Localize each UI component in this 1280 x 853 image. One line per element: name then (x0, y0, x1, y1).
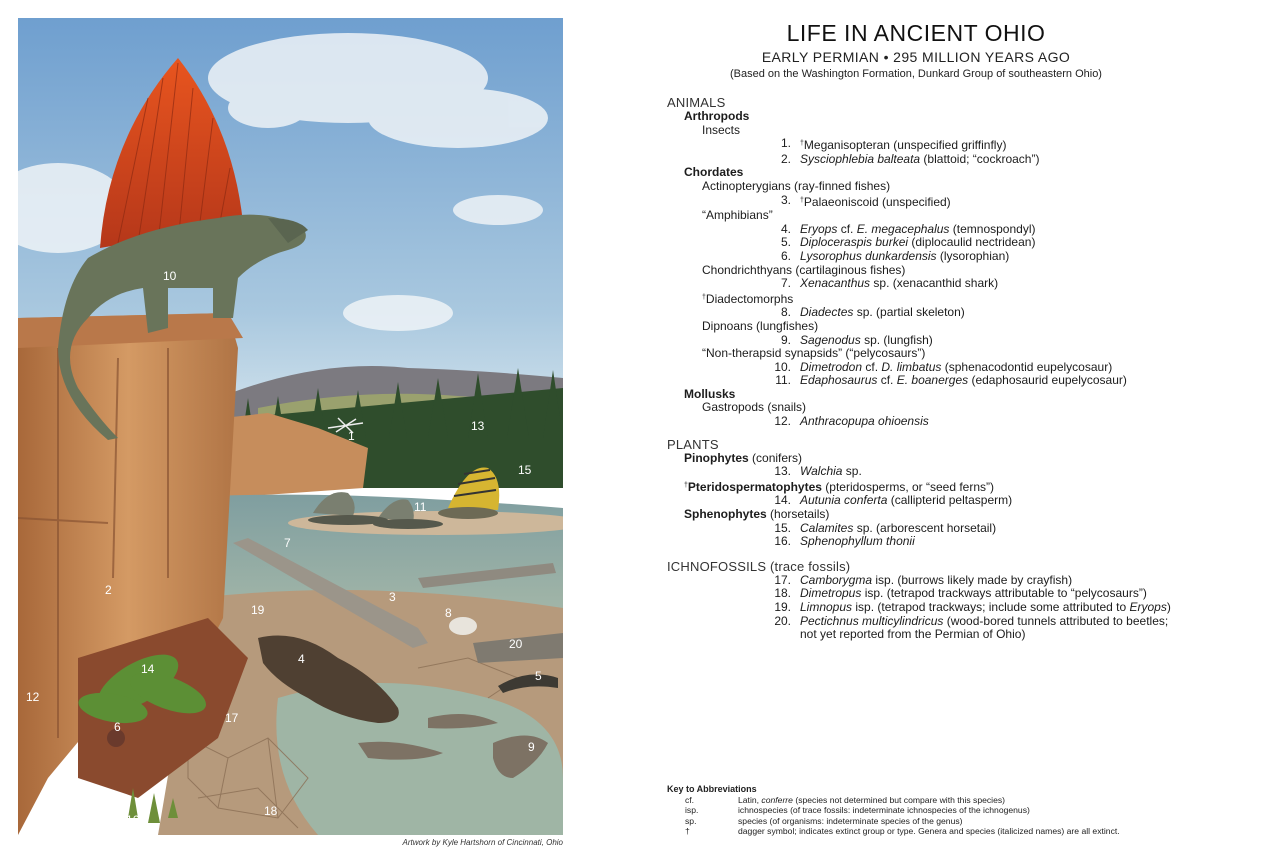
list-item: 7. Xenacanthus sp. (xenacanthid shark) (780, 276, 999, 291)
list-item: 20. Pectichnus multicylindricus (wood-bored tunnels attributed to beetles; not yet reported from the Permian of Ohio) (774, 613, 1169, 642)
artwork-number-label: 15 (518, 463, 532, 477)
artwork-number-label: 19 (251, 603, 265, 617)
list-item: 1. †Meganisopteran (unspecified griffinfly) (780, 136, 1007, 153)
artwork-number-label: 10 (163, 269, 177, 283)
subgroup-amphibians: “Amphibians” (702, 208, 773, 223)
list-item: 12. Anthracopupa ohioensis (774, 414, 929, 429)
artwork-number-label: 11 (414, 500, 427, 514)
subgroup-insects: Insects (702, 122, 741, 137)
artwork-number-label: 16 (126, 813, 140, 827)
artwork-number-label: 2 (105, 583, 112, 597)
page-title: LIFE IN ANCIENT OHIO (786, 20, 1046, 46)
list-item: 16. Sphenophyllum thonii (774, 534, 915, 549)
artwork-number-label: 12 (26, 690, 40, 704)
artwork-number-label: 4 (298, 652, 305, 666)
artwork-illustration (18, 18, 563, 835)
species-list (667, 95, 1227, 642)
subgroup-chondrichthyans: Chondrichthyans (cartilaginous fishes) (702, 262, 906, 277)
group-pteridospermatophytes: †Pteridospermatophytes (pteridosperms, or “seed ferns”) (684, 479, 995, 494)
subgroup-synapsids: “Non-therapsid synapsids” (“pelycosaurs”) (702, 346, 926, 361)
group-pinophytes: Pinophytes (conifers) (684, 450, 803, 465)
artwork-number-label: 8 (445, 606, 452, 620)
page-basis-note: (Based on the Washington Formation, Dunkard Group of southeastern Ohio) (730, 68, 1102, 80)
page-subtitle: EARLY PERMIAN • 295 MILLION YEARS AGO (761, 49, 1071, 65)
list-item: 14. Autunia conferta (callipterid peltasperm) (774, 493, 1013, 508)
poster-header (660, 18, 1172, 80)
list-item: 19. Limnopus isp. (tetrapod trackways; include some attributed to Eryops) (774, 600, 1171, 614)
subgroup-actinopterygians: Actinopterygians (ray-finned fishes) (702, 178, 891, 193)
key-row: † dagger symbol; indicates extinct group or type. Genera and species (italicized names) are all extinct. (685, 826, 1120, 837)
group-arthropods: Arthropods (684, 109, 750, 123)
list-item: 4. Eryops cf. E. megacephalus (temnospondyl) (780, 221, 1036, 236)
group-chordates: Chordates (684, 165, 744, 180)
list-item: 9. Sagenodus sp. (lungfish) (780, 332, 933, 347)
group-mollusks: Mollusks (684, 386, 736, 401)
section-animals: ANIMALS (667, 95, 726, 110)
list-item: 5. Diploceraspis burkei (diplocaulid nectridean) (780, 235, 1036, 250)
subgroup-diadectomorphs: †Diadectomorphs (702, 291, 794, 306)
section-ichnofossils: ICHNOFOSSILS (trace fossils) (667, 558, 851, 574)
list-item: 2. Sysciophlebia balteata (blattoid; “cockroach”) (780, 151, 1040, 166)
key-row: isp. ichnospecies (of trace fossils: indeterminate ichnospecies of the ichnogenus) (685, 805, 1030, 816)
artwork-number-label: 7 (284, 536, 291, 550)
artwork-number-label: 14 (141, 662, 155, 676)
list-item: 3. †Palaeoniscoid (unspecified) (780, 192, 951, 209)
list-item: 13. Walchia sp. (774, 464, 862, 479)
artwork-credit: Artwork by Kyle Hartshorn of Cincinnati, Ohio (402, 838, 563, 847)
key-title: Key to Abbreviations (667, 784, 757, 794)
artwork-number-label: 9 (528, 740, 535, 754)
artwork-number-label: 20 (509, 637, 523, 651)
artwork-number-label: 1 (348, 429, 355, 443)
list-item: 6. Lysorophus dunkardensis (lysorophian) (780, 248, 1010, 263)
artwork-number-label: 6 (114, 720, 121, 734)
list-item: 17. Camborygma isp. (burrows likely made by crayfish) (774, 572, 1073, 587)
artwork-number-label: 13 (471, 419, 485, 433)
abbreviation-key (667, 784, 1227, 837)
key-row: cf. Latin, conferre (species not determined but compare with this species) (685, 794, 1006, 805)
key-row: sp. species (of organisms: indeterminate species of the genus) (685, 815, 963, 826)
list-item: 10. Dimetrodon cf. D. limbatus (sphenacodontid eupelycosaur) (774, 359, 1113, 374)
section-plants: PLANTS (667, 436, 719, 452)
artwork-number-label: 3 (389, 590, 396, 604)
list-item: 18. Dimetropus isp. (tetrapod trackways attributable to “pelycosaurs”) (774, 586, 1147, 601)
list-item: 8. Diadectes sp. (partial skeleton) (780, 305, 965, 320)
subgroup-gastropods: Gastropods (snails) (702, 400, 807, 415)
artwork-number-label: 17 (225, 711, 239, 725)
group-sphenophytes: Sphenophytes (horsetails) (684, 507, 830, 522)
list-item: 11. Edaphosaurus cf. E. boanerges (edaphosaurid eupelycosaur) (775, 373, 1127, 388)
artwork-number-label: 5 (535, 669, 542, 683)
artwork-number-label: 18 (264, 804, 278, 818)
list-item: 15. Calamites sp. (arborescent horsetail) (774, 520, 997, 535)
diadectes-skull (449, 617, 477, 635)
subgroup-dipnoans: Dipnoans (lungfishes) (702, 318, 819, 333)
